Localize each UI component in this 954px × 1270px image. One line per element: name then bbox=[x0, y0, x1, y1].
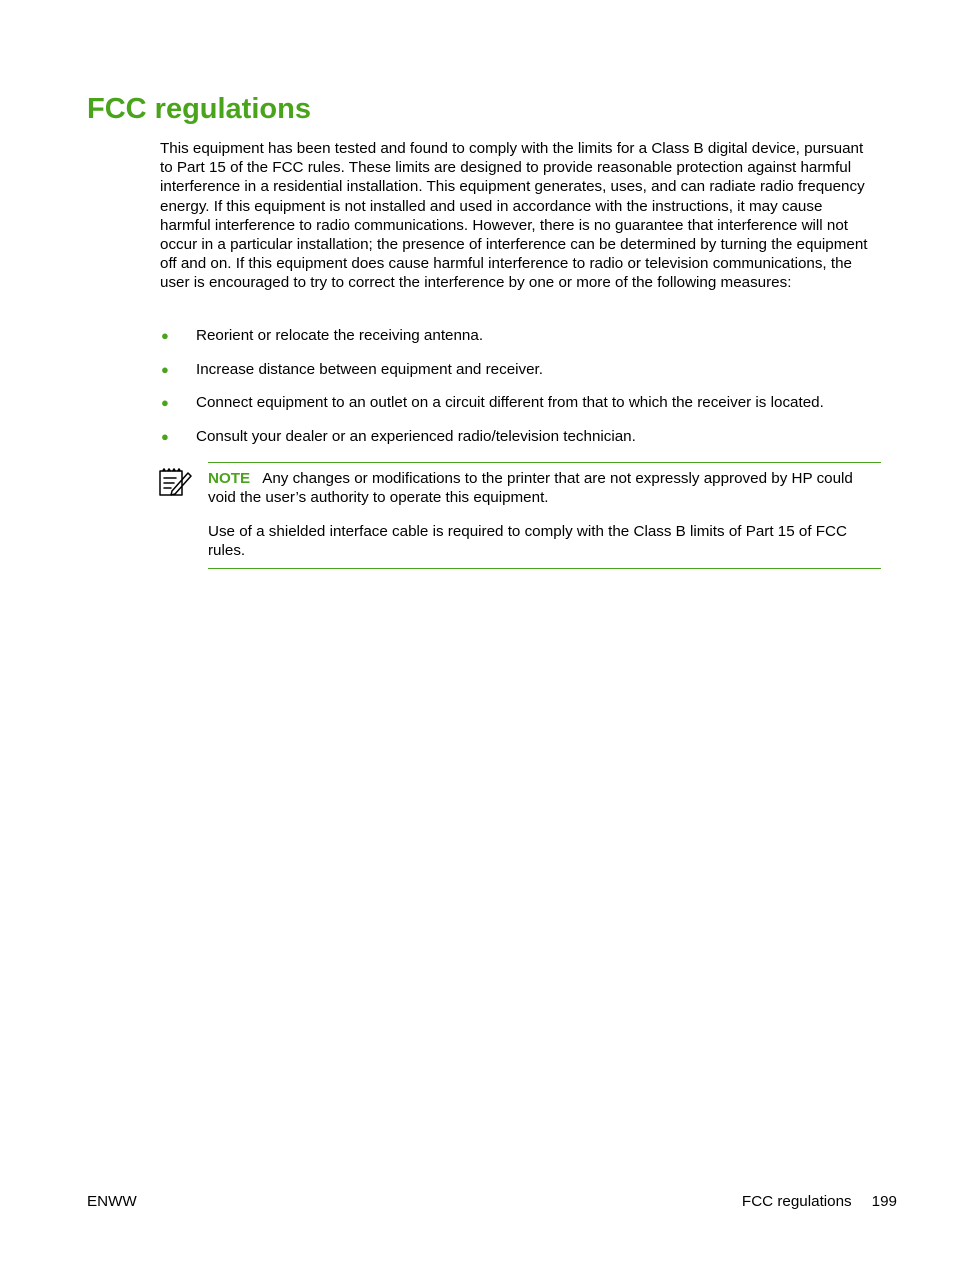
list-item-text: Increase distance between equipment and receiver. bbox=[196, 360, 543, 378]
note-paragraph-2: Use of a shielded interface cable is required to comply with the Class B limits of Part 15 of FCC rules. bbox=[208, 522, 847, 560]
list-item bbox=[160, 393, 872, 412]
bullet-icon: ● bbox=[161, 429, 169, 445]
list-item-text: Reorient or relocate the receiving antenna. bbox=[196, 327, 484, 344]
note-text: Any changes or modifications to the printer that are not expressly approved by HP could void the user’s authority to operate this equipment. bbox=[208, 470, 853, 507]
bullet-icon: ● bbox=[161, 395, 169, 411]
footer-left-label: ENWW bbox=[87, 1193, 137, 1210]
list-item bbox=[160, 326, 872, 345]
note-paragraph bbox=[208, 469, 881, 507]
list-item bbox=[160, 360, 872, 379]
note-label: NOTE bbox=[208, 470, 251, 487]
measures-list bbox=[160, 326, 872, 461]
footer-section: FCC regulations bbox=[741, 1193, 852, 1210]
bullet-icon: ● bbox=[161, 361, 169, 377]
note-pencil-icon bbox=[158, 464, 192, 498]
page-title: FCC regulations bbox=[87, 93, 311, 125]
list-item-text: Connect equipment to an outlet on a circuit different from that to which the receiver is located. bbox=[196, 394, 824, 412]
footer-right bbox=[742, 1192, 897, 1211]
intro-paragraph: This equipment has been tested and found to comply with the limits for a Class B digital device, pursuant to Part 15 of the FCC rules. These limits are designed to provide reasonable protection against harmful interference in a residential installation. This equipment generates, uses, and can radiate radio frequency energy. If this equipment is not installed and used in accordance with the instructions, it may cause harmful interference to radio communications. However, there is no guarantee that interference will not occur in a particular installation; the presence of interference can be determined by turning the equipment off and on. If this equipment does cause harmful interference to radio or television communications, the user is encouraged to try to correct the interference by one or more of the following measures: bbox=[160, 140, 868, 292]
page-number: 199 bbox=[871, 1193, 897, 1210]
note-box bbox=[208, 462, 881, 569]
list-item-text: Consult your dealer or an experienced radio/television technician. bbox=[196, 428, 636, 446]
bullet-icon: ● bbox=[161, 328, 169, 343]
list-item bbox=[160, 427, 872, 446]
